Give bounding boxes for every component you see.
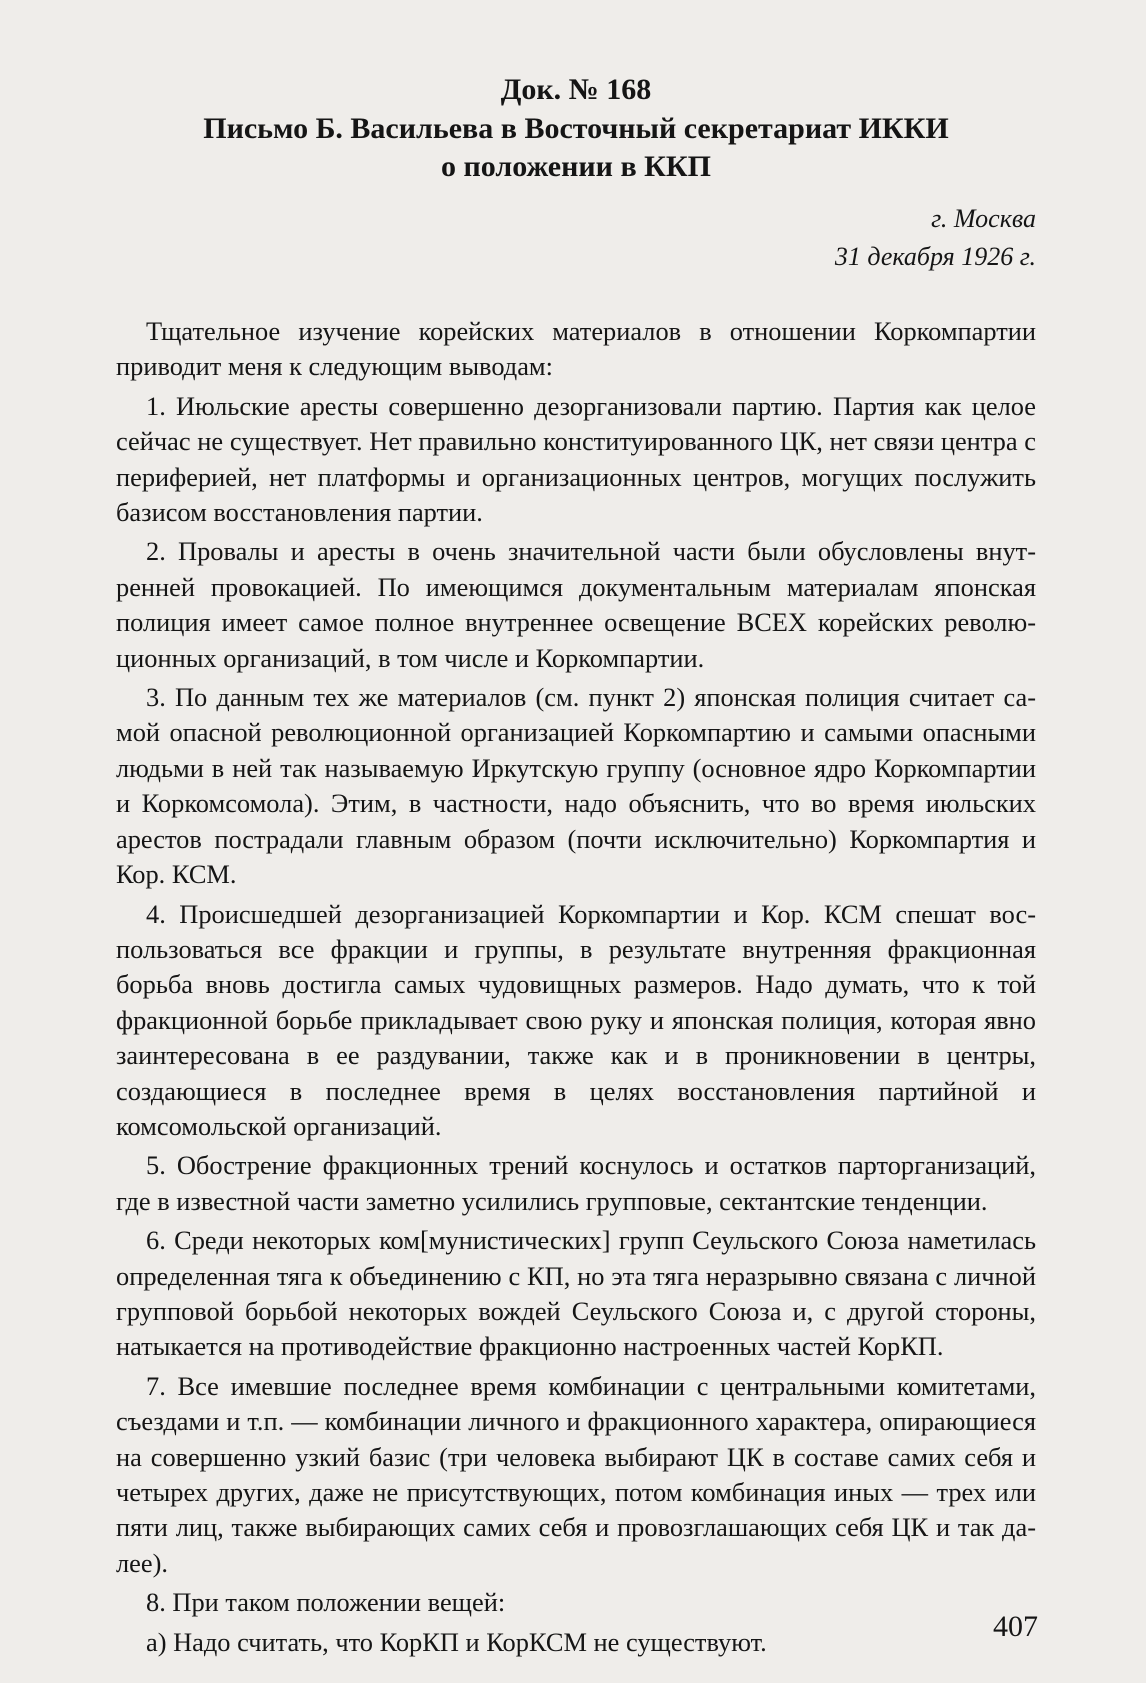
document-title-line-1: Письмо Б. Васильева в Восточный секретариат ИККИ [203, 112, 949, 145]
paragraph-1: 1. Июльские аресты совершенно дезорганизовали партию. Партия как целое сейчас не существует. Нет правильно конституированного ЦК, нет связи центра с периферией, нет платформы и организационных центров, могущих послужить базисом восстановления партии. [116, 390, 1036, 528]
paragraph-5: 5. Обострение фракционных трений коснулось и остатков парторганизаций, где в известной части заметно усилились групповые, сектантские тенденции. [116, 1150, 1036, 1216]
paragraph-7: 7. Все имевшие последнее время комбинации с центральными комитетами, съездами и т.п. — комбинации личного и фракционного характера, опирающиеся на совершенно узкий базис (три человека выбирают ЦК в составе самих себя и четырех других, даже не присутствующих, потом комбинация иных — трех или пяти лиц, также выбирающих самих себя и провозглашающих себя ЦК и так далее). [116, 1370, 1036, 1578]
paragraph-8: 8. При таком положении вещей: [146, 1587, 506, 1618]
paragraph-intro: Тщательное изучение корейских материалов в отношении Коркомпартии приводит меня к следующим выводам: [116, 316, 1036, 382]
page-number: 407 [993, 1610, 1038, 1643]
document-place: г. Москва [931, 204, 1036, 233]
paragraph-8a: а) Надо считать, что КорКП и КорКСМ не существуют. [146, 1626, 767, 1657]
page-content [116, 64, 1036, 1664]
paragraph-2: 2. Провалы и аресты в очень значительной части были обусловлены внутренней провокацией. По имеющимся документальным материалам японская полиция имеет самое полное внутреннее освещение ВСЕХ корейских революционных организаций, в том числе и Коркомпартии. [116, 536, 1036, 673]
paragraph-4: 4. Происшедшей дезорганизацией Коркомпартии и Кор. КСМ спешат воспользоваться все фракции и группы, в результате внутренняя фракционная борьба вновь достигла самых чудовищных размеров. Надо думать, что к той фракционной борьбе прикладывает свою руку и японская полиция, которая явно заинтересована в ее раздувании, также как и в проникновении в центры, создающиеся в последнее время в целях восстановления партийной и комсомольской организаций. [116, 898, 1036, 1141]
paragraph-6: 6. Среди некоторых ком[мунистических] групп Сеульского Союза наметилась определенная тяга к объединению с КП, но эта тяга неразрывно связана с личной групповой борьбой некоторых вождей Сеульского Союза и, с другой стороны, натыкается на противодействие фракционно настроенных частей КорКП. [116, 1225, 1036, 1362]
document-title-line-2: о положении в ККП [440, 150, 712, 183]
document-body [116, 314, 1036, 1660]
document-number: Док. № 168 [500, 73, 652, 106]
paragraph-3: 3. По данным тех же материалов (см. пункт 2) японская полиция считает самой опасной революционной организацией Коркомпартию и самыми опасными людьми в ней так называемую Иркутскую группу (основное ядро Коркомпартии и Коркомсомола). Этим, в частности, надо объяснить, что во время июльских арестов пострадали главным образом (почти исключительно) Коркомпартия и Кор. КСМ. [116, 682, 1036, 890]
document-date: 31 декабря 1926 г. [834, 242, 1036, 271]
